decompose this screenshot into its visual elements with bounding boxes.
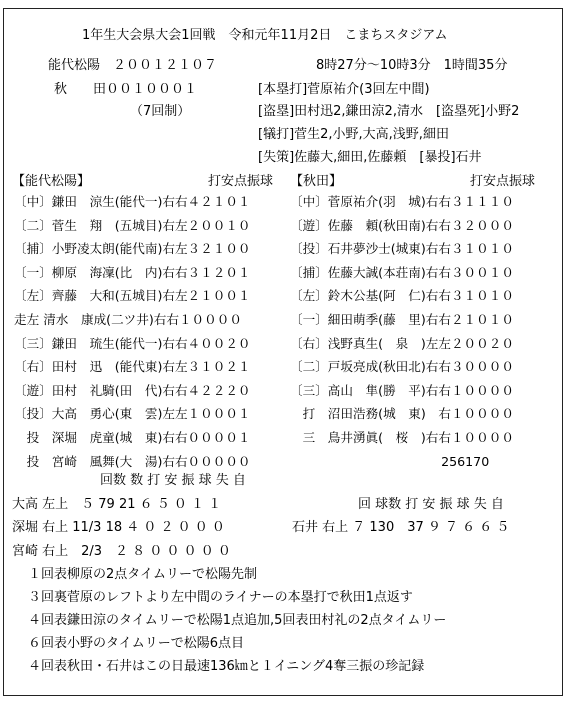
lineup-row: 〔中〕鎌田 涼生(能代一)右右４２１０１ xyxy=(14,194,251,209)
lineup-row: 〔捕〕佐藤大誠(本荘南)右右３００１０ xyxy=(290,264,514,280)
pitcher-row: 大高 左上 ５ 79 21 ６ ５ ０ １ １ xyxy=(12,497,222,512)
game-title: 1年生大会県大会1回戦 令和元年11月2日 こまちスタジアム xyxy=(82,28,448,43)
lineup-row: 走左 清水 康成(二ツ井)右右１００００ xyxy=(14,311,242,327)
summary-line: ３回裏菅原のレフトより左中間のライナーの本塁打で秋田1点返す xyxy=(28,590,413,605)
left-team-title: 【能代松陽】 xyxy=(12,174,91,189)
lineup-row: 256170 xyxy=(290,453,490,469)
lineup-row: 〔捕〕小野凌太朗(能代南)右左３２１００ xyxy=(14,241,251,257)
lineup-row: 〔一〕柳原 海凜(比 内)右右３１２０１ xyxy=(14,264,251,280)
lineup-row: 投 宮崎 風舞(大 湯)右右０００００ xyxy=(14,453,251,469)
lineup-row: 〔右〕田村 迅 (能代東)右左３１０２１ xyxy=(14,359,251,375)
pitcher-row: 深堀 右上 11/3 18 ４ ０ ２ ０ ０ ０ xyxy=(12,520,225,535)
team2-line-score: 秋 田００１０００１ xyxy=(54,82,198,97)
game-time: 8時27分～10時3分 1時間35分 xyxy=(316,58,508,73)
lineup-row: 〔一〕細田萌季(藤 里)右右２１０１０ xyxy=(290,311,514,327)
lineup-row: 〔二〕菅生 翔 (五城目)右左２００１０ xyxy=(14,217,251,233)
lineup-row: 〔左〕鈴木公基(阿 仁)右右３１０１０ xyxy=(290,288,514,304)
pitcher-row: 宮崎 右上 2/3 ２ ８ ０ ０ ０ ０ ０ xyxy=(12,544,231,559)
error-note: [失策]佐藤大,細田,佐藤頼 [暴投]石井 xyxy=(258,150,482,165)
summary-line: ６回表小野のタイムリーで松陽6点目 xyxy=(28,636,245,651)
team1-line-score: 能代松陽 ２００１２１０７ xyxy=(48,58,218,73)
sacrifice-note: [犠打]菅生2,小野,大高,浅野,細田 xyxy=(258,127,449,142)
home-run-note: [本塁打]菅原祐介(3回左中間) xyxy=(258,82,430,97)
summary-line: ４回表鎌田涼のタイムリーで松陽1点追加,5回表田村礼の2点タイムリー xyxy=(28,613,447,628)
lineup-row: 〔三〕高山 隼(勝 平)右右１００００ xyxy=(290,382,514,398)
lineup-row: 〔二〕戸坂亮成(秋田北)右右３００００ xyxy=(290,359,514,375)
right-pitching-header: 回 球数 打 安 振 球 失 自 xyxy=(358,497,504,512)
left-pitching-header: 回数 数 打 安 振 球 失 自 xyxy=(100,473,246,488)
lineup-row: 三 鳥井湧眞( 桜 )右右１００００ xyxy=(290,429,514,445)
lineup-row: 〔遊〕佐藤 頼(秋田南)右右３２０００ xyxy=(290,217,514,233)
summary-line: ４回表秋田・石井はこの日最速136㎞と１イニング4奪三振の珍記録 xyxy=(28,659,425,674)
lineup-row: 〔三〕鎌田 琉生(能代一)右右４００２０ xyxy=(14,335,251,351)
lineup-row: 〔投〕石井夢沙士(城東)右右３１０１０ xyxy=(290,241,514,257)
lineup-row: 〔右〕浅野真生( 泉 )左左２００２０ xyxy=(290,335,514,351)
summary-line: １回表柳原の2点タイムリーで松陽先制 xyxy=(28,567,258,582)
right-stat-header: 打安点振球 xyxy=(470,174,536,189)
right-team-title: 【秋田】 xyxy=(290,174,343,189)
lineup-row: 投 深堀 虎童(城 東)右右００００１ xyxy=(14,429,251,445)
lineup-row: 打 沼田浩務(城 東) 右１００００ xyxy=(290,406,514,422)
left-lineup xyxy=(14,190,251,473)
left-stat-header: 打安点振球 xyxy=(208,174,274,189)
lineup-row: 〔左〕齊藤 大和(五城目)右左２１００１ xyxy=(14,288,251,304)
lineup-row: 〔遊〕田村 礼騎(田 代)右右４２２２０ xyxy=(14,382,251,398)
innings-note: （7回制） xyxy=(130,104,191,119)
lineup-row: 〔投〕大高 勇心(東 雲)左左１０００１ xyxy=(14,406,251,422)
lineup-row: 〔中〕菅原祐介(羽 城)右右３１１１０ xyxy=(290,194,514,209)
right-lineup xyxy=(290,190,514,473)
stolen-base-note: [盗塁]田村迅2,鎌田涼2,清水 [盗塁死]小野2 xyxy=(258,104,520,119)
pitcher-row: 石井 右上 ７ 130 37 ９ ７ ６ ６ ５ xyxy=(292,520,510,535)
